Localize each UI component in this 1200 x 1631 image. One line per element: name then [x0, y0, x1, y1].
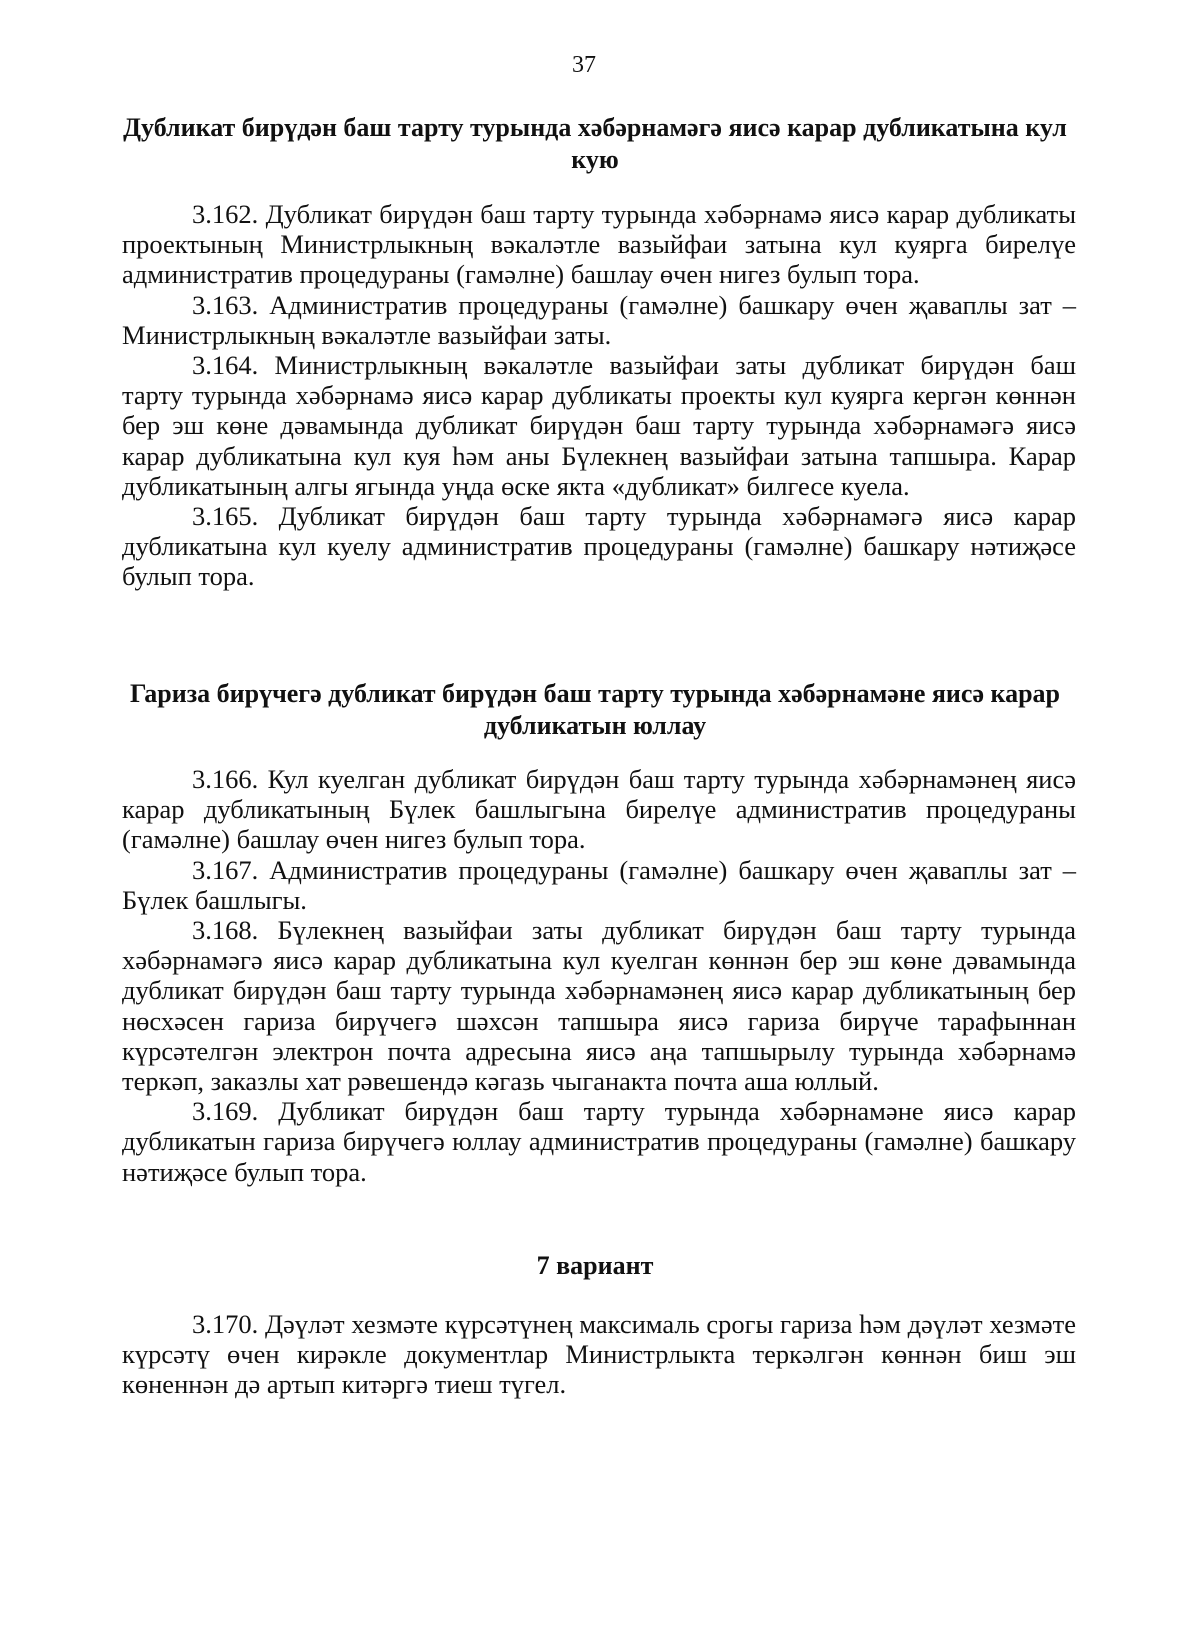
section-2-body: [122, 764, 1076, 1187]
section-3-body: [122, 1309, 1076, 1400]
paragraph-3-163: 3.163. Административ процедураны (гамәлне) башкару өчен җаваплы зат – Министрлыкның вәкаләтле вазыйфаи заты.: [122, 289, 1076, 350]
paragraph-3-169: 3.169. Дубликат бирүдән баш тарту турында хәбәрнамәне яисә карар дубликатын гариза бирүчегә юллау административ процедураны (гамәлне) башкару нәтиҗәсе булып тора.: [122, 1096, 1076, 1187]
section-2-heading: Гариза бирүчегә дубликат бирүдән баш тарту турында хәбәрнамәне яисә карар дубликатын юллау: [130, 679, 1060, 740]
paragraph-3-170: 3.170. Дәүләт хезмәте күрсәтүнең максималь срогы гариза һәм дәүләт хезмәте күрсәтү өчен кирәкле документлар Министрлыкта теркәлгән көннән биш эш көненнән дә артып китәргә тиеш түгел.: [122, 1309, 1076, 1400]
paragraph-3-165: 3.165. Дубликат бирүдән баш тарту турында хәбәрнамәгә яисә карар дубликатына кул куелу административ процедураны (гамәлне) башкару нәтиҗәсе булып тора.: [122, 501, 1076, 592]
paragraph-3-162: 3.162. Дубликат бирүдән баш тарту турында хәбәрнамә яисә карар дубликаты проектының Министрлыкның вәкаләтле вазыйфаи затына кул куярга бирелүе административ процедураны (гамәлне) башлау өчен нигез булып тора.: [122, 199, 1076, 290]
paragraph-3-166: 3.166. Кул куелган дубликат бирүдән баш тарту турында хәбәрнамәнең яисә карар дубликатының Бүлек башлыгына бирелүе административ процедураны (гамәлне) башлау өчен нигез булып тора.: [122, 764, 1076, 855]
paragraph-3-164: 3.164. Министрлыкның вәкаләтле вазыйфаи заты дубликат бирүдән баш тарту турында хәбәрнамә яисә карар дубликаты проекты кул куярга кергән көннән бер эш көне дәвамында дубликат бирүдән баш тарту турында хәбәрнамәгә яисә карар дубликатына кул куя һәм аны Бүлекнең вазыйфаи затына тапшыра. Карар дубликатының алгы ягында уңда өске якта «дубликат» билгесе куела.: [122, 350, 1076, 501]
section-3-heading: 7 вариант: [536, 1251, 654, 1280]
page-number: 37: [572, 52, 596, 78]
section-1-body: [122, 199, 1076, 592]
paragraph-3-168: 3.168. Бүлекнең вазыйфаи заты дубликат бирүдән баш тарту турында хәбәрнамәгә яисә карар дубликатына кул куелган көннән бер эш көне дәвамында дубликат бирүдән баш тарту турында хәбәрнамәнең яисә карар дубликатының бер нөсхәсен гариза бирүчегә шәхсән тапшыра яисә гариза бирүче тарафыннан күрсәтелгән электрон почта адресына яисә аңа тапшырылу турында хәбәрнамә теркәп, заказлы хат рәвешендә кәгазь чыганакта почта аша юллый.: [122, 915, 1076, 1097]
section-1-heading: Дубликат бирүдән баш тарту турында хәбәрнамәгә яисә карар дубликатына кул кую: [123, 113, 1067, 174]
paragraph-3-167: 3.167. Административ процедураны (гамәлне) башкару өчен җаваплы зат – Бүлек башлыгы.: [122, 854, 1076, 915]
